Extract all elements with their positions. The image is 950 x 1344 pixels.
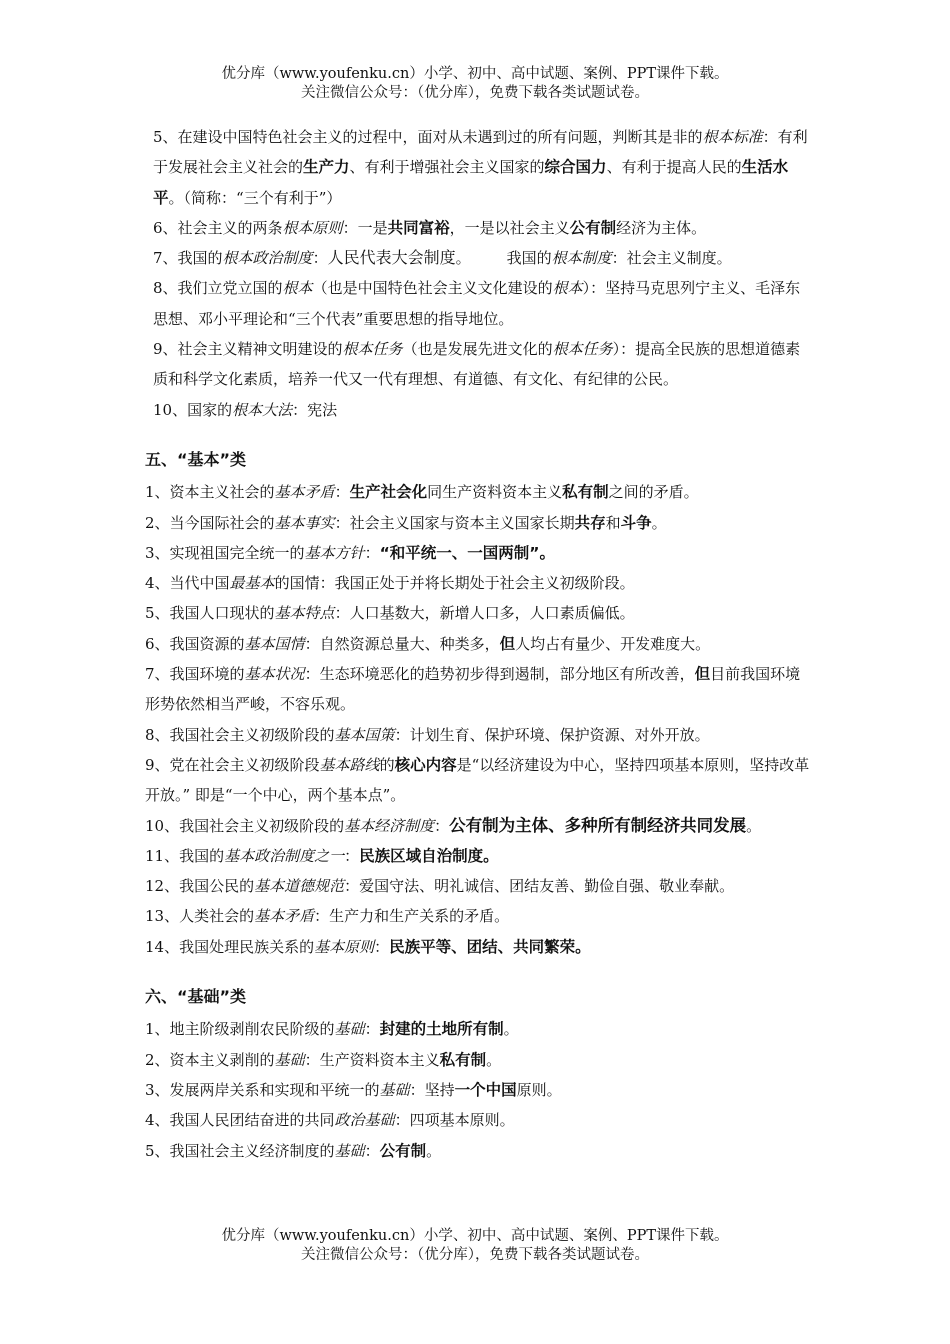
keyword: 私有制 — [562, 483, 609, 502]
keyword: “和平统一、一国两制”。 — [379, 543, 555, 562]
s5-item-8: 8、我国社会主义初级阶段的基本国策：计划生育、保护环境、保护资源、对外开放。 — [145, 725, 710, 744]
keyword: 但 — [499, 634, 516, 653]
keyword: 综合国力 — [544, 158, 607, 177]
keyword: 一个中国 — [454, 1080, 517, 1099]
term: 根本制度 — [551, 249, 612, 268]
term: 基本状况 — [244, 665, 305, 684]
term: 基本国情 — [244, 634, 305, 653]
term: 政治基础 — [334, 1111, 395, 1130]
document-body — [145, 122, 813, 1166]
header-line-1: 优分库（www.youfenku.cn）小学、初中、高中试题、案例、PPT课件下载。 — [221, 66, 729, 82]
keyword: 斗争 — [620, 513, 652, 532]
s6-item-4: 4、我国人民团结奋进的共同政治基础：四项基本原则。 — [145, 1111, 515, 1130]
keyword: 私有制 — [439, 1050, 487, 1069]
keyword: 核心内容 — [394, 755, 457, 774]
term: 基础 — [334, 1141, 365, 1160]
keyword: 共存 — [574, 513, 606, 532]
s5-item-13: 13、人类社会的基本矛盾：生产力和生产关系的矛盾。 — [145, 907, 510, 926]
s5-item-4: 4、当代中国最基本的国情：我国正处于并将长期处于社会主义初级阶段。 — [145, 574, 635, 593]
s6-item-3: 3、发展两岸关系和实现和平统一的基础：坚持一个中国原则。 — [145, 1080, 562, 1099]
page-footer — [0, 1227, 950, 1265]
term: 最基本 — [229, 574, 275, 593]
keyword: 公有制 — [569, 218, 617, 237]
term: 基础 — [274, 1050, 305, 1069]
root-item-7: 7、我国的根本政治制度：人民代表大会制度。 我国的根本制度：社会主义制度。 — [153, 248, 732, 268]
s5-item-14: 14、我国处理民族关系的基本原则：民族平等、团结、共同繁荣。 — [145, 937, 591, 956]
term: 基本矛盾 — [274, 483, 335, 502]
keyword: 公有制为主体、多种所有制经济共同发展 — [449, 815, 747, 835]
term: 基本国策 — [334, 725, 395, 744]
root-item-5: 5、在建设中国特色社会主义的过程中，面对从未遇到过的所有问题，判断其是非的根本标准：有利于发展社会主义社会的生产力、有利于增强社会主义国家的综合国力、有利于提高人民的生活水平。（简称：“三个有利于”） — [153, 128, 808, 207]
keyword: 但 — [694, 665, 711, 684]
term: 根本政治制度 — [222, 249, 313, 268]
term: 基本经济制度 — [344, 816, 435, 835]
page-header — [0, 65, 950, 103]
s6-item-5: 5、我国社会主义经济制度的基础：公有制。 — [145, 1141, 442, 1160]
keyword: 人民代表大会制度 — [327, 248, 456, 268]
term: 基本路线 — [319, 755, 380, 774]
root-item-6: 6、社会主义的两条根本原则：一是共同富裕，一是以社会主义公有制经济为主体。 — [153, 218, 707, 237]
s6-item-2: 2、资本主义剥削的基础：生产资料资本主义私有制。 — [145, 1050, 502, 1069]
term: 基本事实 — [274, 513, 335, 532]
s5-item-6: 6、我国资源的基本国情：自然资源总量大、种类多，但人均占有量少、开发难度大。 — [145, 634, 711, 653]
s5-item-11: 11、我国的基本政治制度之一：民族区域自治制度。 — [145, 846, 499, 865]
footer-line-2: 关注微信公众号：（优分库），免费下载各类试题试卷。 — [301, 1247, 649, 1263]
s5-item-3: 3、实现祖国完全统一的基本方针：“和平统一、一国两制”。 — [145, 543, 555, 562]
root-item-10: 10、国家的根本大法：宪法 — [153, 400, 338, 419]
keyword: 封建的土地所有制 — [379, 1020, 504, 1039]
term: 基本原则 — [314, 937, 375, 956]
term: 基本道德规范 — [254, 877, 345, 896]
s5-item-5: 5、我国人口现状的基本特点：人口基数大，新增人口多，人口素质偏低。 — [145, 604, 635, 623]
term: 根本大法 — [232, 400, 293, 419]
s5-item-1: 1、资本主义社会的基本矛盾：生产社会化同生产资料资本主义私有制之间的矛盾。 — [145, 483, 699, 502]
section-5-title: 五、“基本”类 — [145, 449, 247, 469]
term: 根本任务 — [552, 340, 613, 359]
term: 基础 — [334, 1020, 365, 1039]
s5-item-7: 7、我国环境的基本状况：生态环境恶化的趋势初步得到遏制，部分地区有所改善，但目前我国环境形势依然相当严峻，不容乐观。 — [145, 665, 801, 714]
s5-item-12: 12、我国公民的基本道德规范：爱国守法、明礼诚信、团结友善、勤俭自强、敬业奉献。 — [145, 877, 735, 896]
s6-item-1: 1、地主阶级剥削农民阶级的基础：封建的土地所有制。 — [145, 1020, 519, 1039]
term: 基本方针 — [304, 543, 365, 562]
term: 根本标准 — [702, 128, 763, 146]
term: 根本 — [282, 279, 313, 298]
footer-line-1: 优分库（www.youfenku.cn）小学、初中、高中试题、案例、PPT课件下载。 — [221, 1228, 729, 1244]
term: 基本矛盾 — [254, 907, 315, 926]
keyword: 生产力 — [303, 158, 350, 177]
section-6-title: 六、“基础”类 — [145, 987, 247, 1007]
keyword: 共同富裕 — [387, 218, 450, 237]
keyword: 公有制 — [379, 1141, 427, 1160]
term: 根本任务 — [342, 340, 403, 359]
keyword: 民族平等、团结、共同繁荣。 — [389, 937, 591, 956]
keyword: 社会主义制度 — [626, 249, 717, 268]
root-item-8: 8、我们立党立国的根本（也是中国特色社会主义文化建设的根本）：坚持马克思列宁主义、毛泽东思想、邓小平理论和“三个代表”重要思想的指导地位。 — [153, 279, 801, 328]
root-item-9: 9、社会主义精神文明建设的根本任务（也是发展先进文化的根本任务）：提高全民族的思想道德素质和科学文化素质，培养一代又一代有理想、有道德、有文化、有纪律的公民。 — [153, 340, 801, 389]
s5-item-2: 2、当今国际社会的基本事实：社会主义国家与资本主义国家长期共存和斗争。 — [145, 513, 667, 532]
keyword: 生活水平 — [153, 158, 789, 207]
term: 基础 — [379, 1080, 410, 1099]
term: 根本 — [552, 279, 583, 298]
header-line-2: 关注微信公众号：（优分库），免费下载各类试题试卷。 — [301, 85, 649, 101]
keyword: 民族区域自治制度。 — [359, 846, 499, 865]
term: 基本政治制度之一 — [224, 846, 345, 865]
s5-item-9: 9、党在社会主义初级阶段基本路线的核心内容是“以经济建设为中心，坚持四项基本原则，坚持改革开放。” 即是“一个中心，两个基本点”。 — [145, 755, 810, 805]
keyword: “三个有利于” — [236, 188, 327, 207]
keyword: 生产社会化 — [349, 483, 428, 502]
s5-item-10: 10、我国社会主义初级阶段的基本经济制度：公有制为主体、多种所有制经济共同发展。 — [145, 815, 762, 835]
term: 基本特点 — [274, 604, 335, 623]
term: 根本原则 — [282, 218, 343, 237]
